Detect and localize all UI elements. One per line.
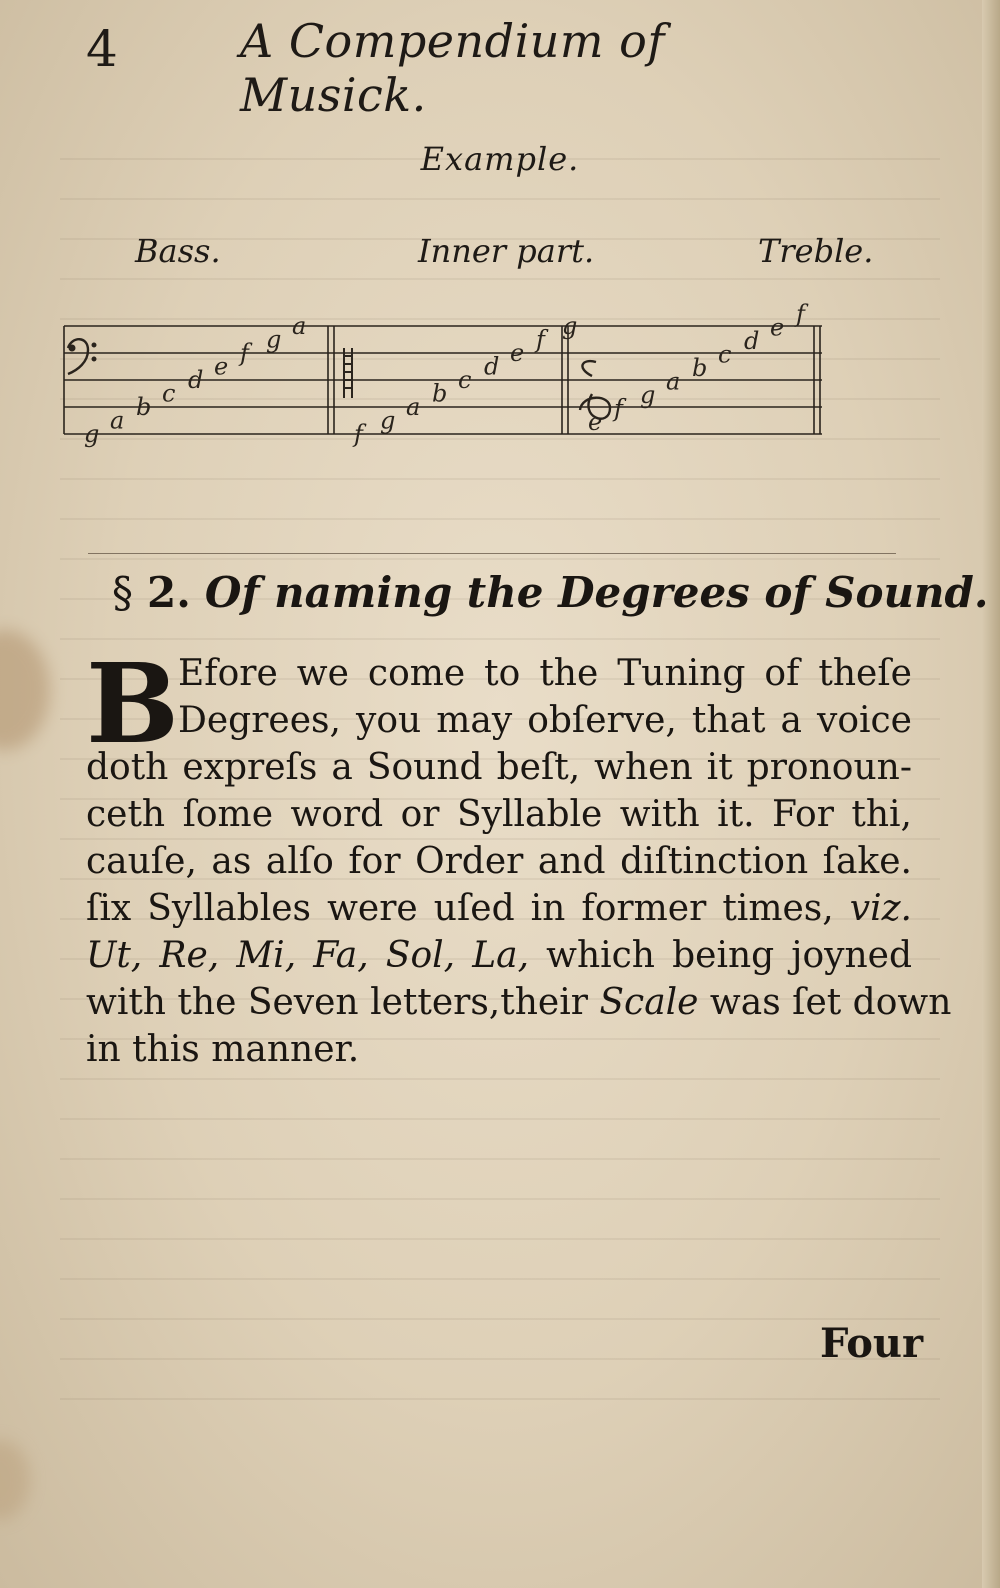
- text-run: with the Seven letters,their: [86, 982, 600, 1023]
- c-clef-icon: [344, 348, 352, 398]
- paragraph-line: [86, 650, 912, 697]
- note-letter: b: [692, 354, 708, 382]
- text-run: in this manner.: [86, 1029, 360, 1070]
- note-letter: e: [588, 408, 603, 436]
- note-letter: g: [640, 381, 656, 409]
- text-run: Ut, Re, Mi, Fa, Sol, La,: [86, 935, 530, 976]
- page-edge: [982, 0, 1000, 1588]
- text-run: viz.: [849, 888, 912, 929]
- note-letter: g: [562, 312, 578, 340]
- note-letter: f: [240, 339, 249, 367]
- section-title: Of naming the Degrees of Sound.: [204, 568, 989, 617]
- note-letter: c: [458, 366, 472, 394]
- treble-part-label: Treble.: [758, 232, 874, 270]
- note-letter: g: [380, 406, 396, 435]
- note-letter: f: [614, 394, 623, 423]
- bass-clef-icon: [68, 339, 96, 374]
- note-letter: c: [162, 379, 176, 408]
- paragraph-line: [86, 791, 912, 838]
- bass-part-label: Bass.: [135, 232, 221, 270]
- text-run: was ſet down: [698, 982, 952, 1023]
- paragraph-line: [86, 744, 912, 791]
- note-letter: a: [666, 367, 681, 396]
- paper-stain: [0, 1440, 30, 1520]
- paragraph-line: [86, 1026, 912, 1073]
- text-run: which being joyned: [529, 935, 913, 976]
- paper-stain: [0, 630, 50, 750]
- text-run: doth expreſs a Sound beſt, when it pronoun-: [86, 747, 912, 788]
- note-letter: d: [188, 366, 204, 394]
- paragraph-line: [86, 697, 912, 744]
- page-number: 4: [86, 20, 118, 78]
- paragraph-line: [86, 885, 912, 932]
- note-letter: g: [84, 420, 100, 448]
- note-letter: e: [510, 339, 525, 367]
- note-letter: d: [484, 352, 500, 381]
- music-staff-example: [62, 300, 842, 448]
- example-caption: Example.: [420, 140, 580, 178]
- note-letter: f: [796, 300, 805, 328]
- note-letter: e: [770, 313, 785, 342]
- running-title: A Compendium of Musick.: [240, 14, 665, 122]
- text-run: Efore we come to the Tuning of theſe: [178, 653, 912, 694]
- note-letter: e: [214, 352, 229, 381]
- text-run: Scale: [599, 982, 699, 1023]
- section-sign: §: [112, 568, 133, 617]
- section-number: 2.: [147, 568, 191, 617]
- note-letter: f: [354, 420, 363, 448]
- note-letter: g: [266, 325, 282, 354]
- note-letter: a: [292, 312, 307, 340]
- text-run: Degrees, you may obſerve, that a voice: [178, 700, 912, 741]
- drop-cap: B: [86, 639, 179, 768]
- note-letter: f: [536, 325, 545, 354]
- paragraph-line: [86, 979, 952, 1026]
- note-letter: b: [432, 379, 448, 408]
- catchword: Four: [820, 1320, 924, 1367]
- paragraph-lines: [86, 639, 952, 1073]
- paragraph-line: [86, 838, 912, 885]
- note-letter: d: [744, 327, 760, 355]
- text-run: ſix Syllables were uſed in former times,: [86, 888, 850, 929]
- note-letter: c: [718, 340, 732, 369]
- text-run: ceth ſome word or Syllable with it. For thi,: [86, 794, 912, 835]
- body-paragraph: [86, 639, 952, 1073]
- paragraph-line: [86, 932, 912, 979]
- staff-note-letters: [84, 300, 809, 448]
- note-letter: b: [136, 393, 152, 421]
- section-rule: [88, 553, 896, 554]
- inner-part-label: Inner part.: [418, 232, 595, 270]
- note-letter: a: [406, 393, 421, 421]
- note-letter: a: [110, 406, 125, 435]
- text-run: cauſe, as alſo for Order and diſtinction ſake.: [86, 841, 912, 882]
- section-heading: [112, 568, 989, 617]
